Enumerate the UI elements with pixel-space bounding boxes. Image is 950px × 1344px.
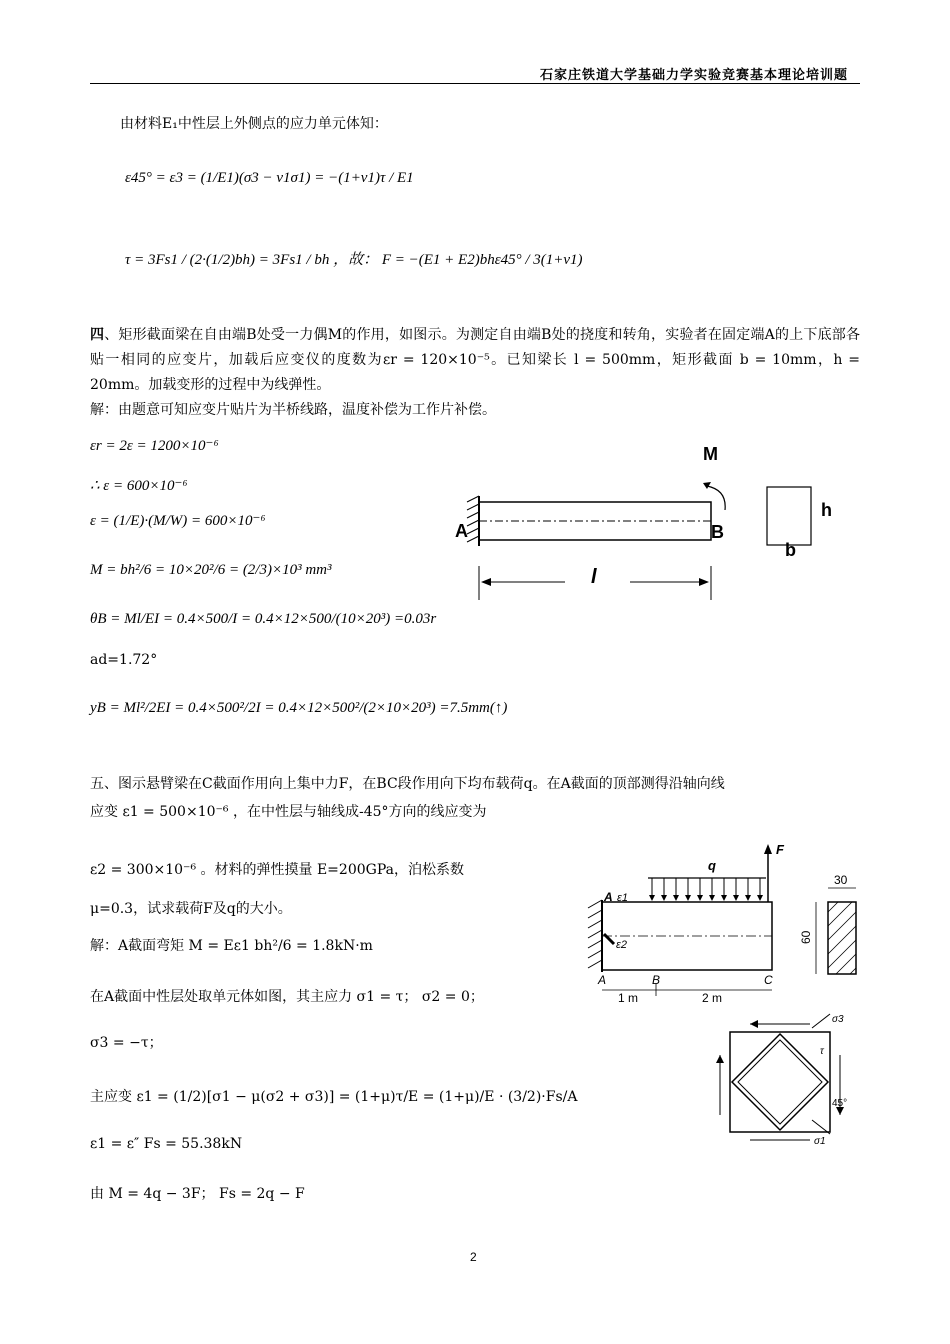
- sec5-problem-c: ε2 = 300×10⁻⁶ 。材料的弹性摸量 E=200GPa，泊松系数: [90, 862, 464, 878]
- sec5-sol1: 解：A截面弯矩 M = Eε1 bh²/6 = 1.8kN·m: [90, 938, 373, 954]
- label-45: 45°: [832, 1098, 848, 1109]
- sec4-eq4: M = bh²/6 = 10×20²/6 = (2/3)×10³ mm³: [90, 562, 332, 578]
- sec3-intro: 由材料E₁中性层上外侧点的应力单元体知：: [120, 116, 388, 132]
- label-B: B: [711, 522, 724, 542]
- tau-top-arrow: [750, 1020, 758, 1028]
- label-F: F: [776, 842, 784, 857]
- sec3-eq2: τ = 3Fs1 / (2·(1/2)bh) = 3Fs1 / bh ，故： F = −(E1 + E2)bhε45° / 3(1+ν1): [125, 252, 583, 268]
- label-A3: A: [598, 973, 607, 987]
- couple-arc: [707, 486, 725, 510]
- wall-hatch-2: [588, 900, 602, 968]
- label-b: b: [785, 540, 796, 560]
- sec5-sol6: 由 M = 4q − 3F； Fs = 2q − F: [90, 1186, 305, 1202]
- force-F-arrowhead: [764, 844, 772, 854]
- sec4-num: 四: [90, 327, 105, 343]
- sec5-sol5: ε1 = ε″ Fs = 55.38kN: [90, 1136, 243, 1152]
- sec4-problem-text: 、矩形截面梁在自由端B处受一力偶M的作用，如图示。为测定自由端B处的挠度和转角，实验者在固定端A的上下底部各贴一相同的应变片，加载后应变仪的度数为εr = 120×10⁻⁵。已知梁长 l = 500mm，矩形截面 b = 10mm，h = 20mm。加载变形的过程中为线弹性。: [90, 327, 860, 393]
- couple-arrowhead: [703, 482, 711, 489]
- tau-left-arrow: [716, 1055, 724, 1063]
- sec5-sol3: σ3 = −τ；: [90, 1035, 163, 1051]
- sec5-problem-d: μ=0.3，试求载荷F及q的大小。: [90, 901, 292, 917]
- sigma3-arrow: [812, 1014, 830, 1028]
- label-sigma3: σ3: [832, 1014, 844, 1025]
- label-1m: 1 m: [618, 991, 639, 1005]
- header-rule: [90, 83, 860, 84]
- sec3-eq1: ε45° = ε3 = (1/E1)(σ3 − ν1σ1) = −(1+ν1)τ / E1: [125, 170, 414, 186]
- sec4-solution-intro: 解：由题意可知应变片贴片为半桥线路，温度补偿为工作片补偿。: [90, 402, 496, 418]
- label-q: q: [708, 858, 716, 873]
- sec5-num: 五: [90, 776, 104, 792]
- label-l: l: [591, 566, 597, 588]
- label-M: M: [703, 444, 718, 464]
- label-60: 60: [799, 930, 813, 944]
- cantilever-figure: [580, 840, 870, 1005]
- label-tau: τ: [820, 1046, 824, 1057]
- element-diamond: [732, 1034, 828, 1130]
- sec4-problem: [90, 323, 860, 398]
- sec4-eq2: ∴ ε = 600×10⁻⁶: [90, 478, 188, 494]
- sec5-problem-line1: [90, 772, 860, 797]
- wall-hatch: [467, 496, 479, 542]
- sec4-eq5b: ad=1.72°: [90, 652, 158, 668]
- sec4-eq3: ε = (1/E)·(M/W) = 600×10⁻⁶: [90, 513, 266, 529]
- sec4-eq6: yB = Ml²/2EI = 0.4×500²/2I = 0.4×12×500²/(2×10×20³) =7.5mm(↑): [90, 700, 508, 716]
- label-30: 30: [834, 873, 848, 887]
- dim-arrow-right: [699, 578, 709, 586]
- element-square: [730, 1032, 830, 1132]
- sec5-problem-b: 应变 ε1 = 500×10⁻⁶ ，在中性层与轴线成-45°方向的线应变为: [90, 804, 487, 820]
- stress-element-figure: [700, 1010, 865, 1150]
- load-arrows: [652, 878, 760, 898]
- sec5-problem-a: 、图示悬臂梁在C截面作用向上集中力F，在BC段作用向下均布载荷q。在A截面的顶部测得沿轴向线: [104, 776, 725, 792]
- label-C: C: [764, 973, 773, 987]
- label-A: A: [455, 521, 468, 541]
- page-header: 石家庄铁道大学基础力学实验竞赛基本理论培训题: [540, 68, 849, 83]
- element-diamond-inner: [738, 1040, 822, 1124]
- page-number: 2: [470, 1250, 477, 1264]
- cross-section: [767, 487, 811, 545]
- sec4-eq1: εr = 2ε = 1200×10⁻⁶: [90, 438, 219, 454]
- sec5-sol2: 在A截面中性层处取单元体如图，其主应力 σ1 = τ； σ2 = 0；: [90, 989, 484, 1005]
- label-A2: A: [604, 890, 613, 904]
- sec4-eq5: θB = Ml/EI = 0.4×500/I = 0.4×12×500/(10×20³) =0.03r: [90, 611, 437, 627]
- section-hatch: [828, 902, 856, 974]
- dim-arrow-left: [481, 578, 491, 586]
- sec5-sol4: 主应变 ε1 = (1/2)[σ1 − μ(σ2 + σ3)] = (1+μ)τ/E = (1+μ)/E · (3/2)·Fs/A: [90, 1089, 578, 1105]
- label-eps2: ε2: [616, 939, 627, 951]
- section-2: [828, 902, 856, 974]
- label-sigma1: σ1: [814, 1136, 826, 1147]
- strain-gauge-45: [604, 934, 614, 944]
- beam-figure-couple: [445, 430, 865, 610]
- load-arrowheads: [649, 895, 763, 901]
- label-eps1: ε1: [617, 892, 628, 904]
- label-2m: 2 m: [702, 991, 723, 1005]
- label-h: h: [821, 500, 832, 520]
- label-B2: B: [652, 973, 661, 987]
